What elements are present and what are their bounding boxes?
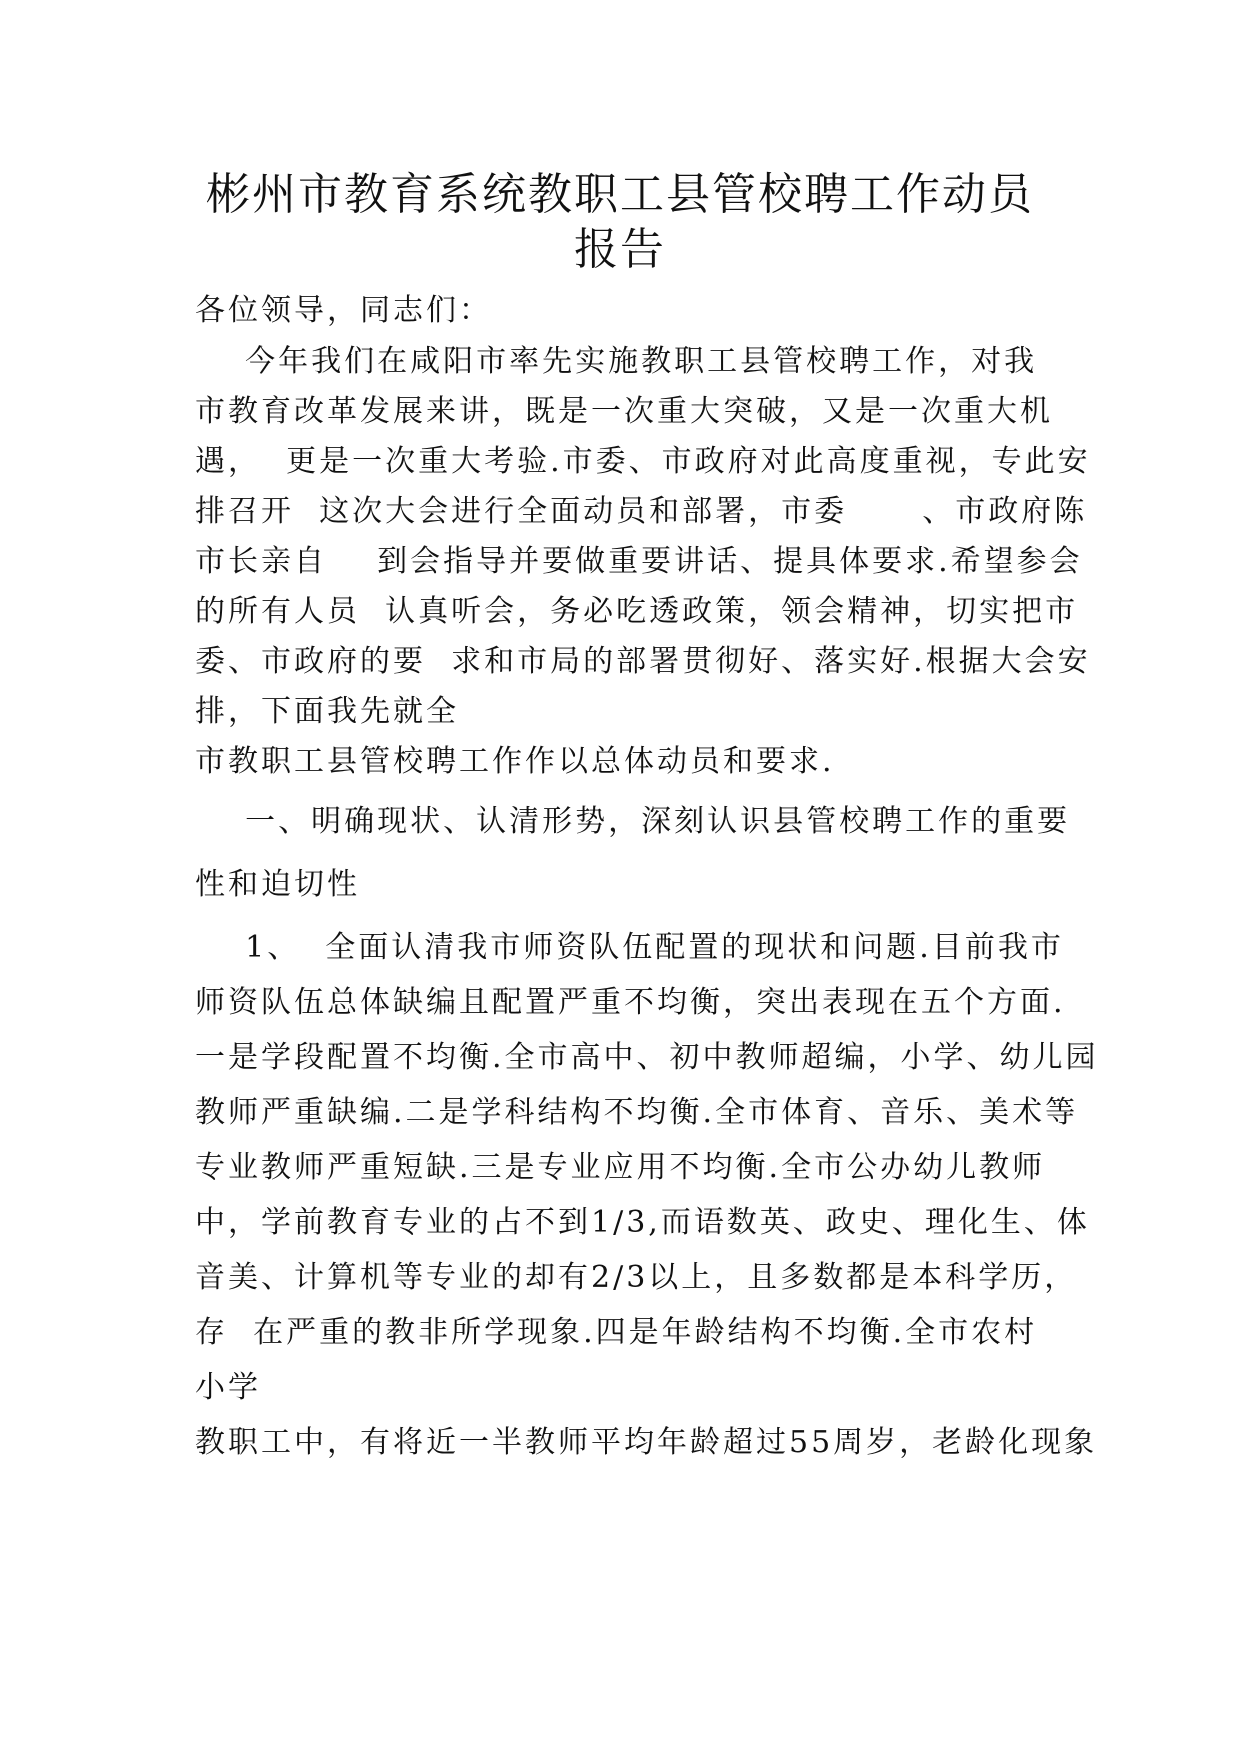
body-line: 市教育改革发展来讲，既是一次重大突破，又是一次重大机: [195, 394, 1053, 429]
body-line: 教师严重缺编.二是学科结构不均衡.全市体育、音乐、美术等: [195, 1095, 1079, 1130]
body-line: 中，学前教育专业的占不到1/3,而语数英、政史、理化生、体: [195, 1205, 1090, 1240]
body-line: 委、市政府的要 求和市局的部署贯彻好、落实好.根据大会安: [195, 644, 1091, 679]
body-line: 1、 全面认清我市师资队伍配置的现状和问题.目前我市: [195, 930, 1064, 965]
body-line: 今年我们在咸阳市率先实施教职工县管校聘工作，对我: [195, 344, 1038, 379]
document-title-line-2: 报告: [574, 224, 666, 275]
body-line: 市长亲自 到会指导并要做重要讲话、提具体要求.希望参会: [195, 544, 1083, 579]
body-line: 排召开 这次大会进行全面动员和部署，市委 、市政府陈: [195, 494, 1088, 529]
body-line: 排，下面我先就全: [195, 694, 459, 729]
body-line: 遇， 更是一次重大考验.市委、市政府对此高度重视，专此安: [195, 444, 1091, 479]
salutation: 各位领导，同志们：: [195, 293, 492, 328]
section-heading: 性和迫切性: [195, 867, 360, 902]
body-line: 音美、计算机等专业的却有2/3以上，且多数都是本科学历，: [195, 1260, 1078, 1295]
section-heading: 一、明确现状、认清形势，深刻认识县管校聘工作的重要: [195, 804, 1071, 839]
document-title-line-1: 彬州市教育系统教职工县管校聘工作动员: [206, 169, 1034, 220]
body-line: 教职工中，有将近一半教师平均年龄超过55周岁，老龄化现象: [195, 1425, 1098, 1460]
body-line: 师资队伍总体缺编且配置严重不均衡，突出表现在五个方面.: [195, 985, 1066, 1020]
body-line: 一是学段配置不均衡.全市高中、初中教师超编，小学、幼儿园: [195, 1040, 1099, 1075]
body-line: 市教职工县管校聘工作作以总体动员和要求.: [195, 744, 835, 779]
body-line: 的所有人员 认真听会，务必吃透政策，领会精神，切实把市: [195, 594, 1079, 629]
body-line: 专业教师严重短缺.三是专业应用不均衡.全市公办幼儿教师: [195, 1150, 1046, 1185]
body-line: 存 在严重的教非所学现象.四是年龄结构不均衡.全市农村: [195, 1315, 1038, 1350]
body-line: 小学: [195, 1370, 261, 1405]
